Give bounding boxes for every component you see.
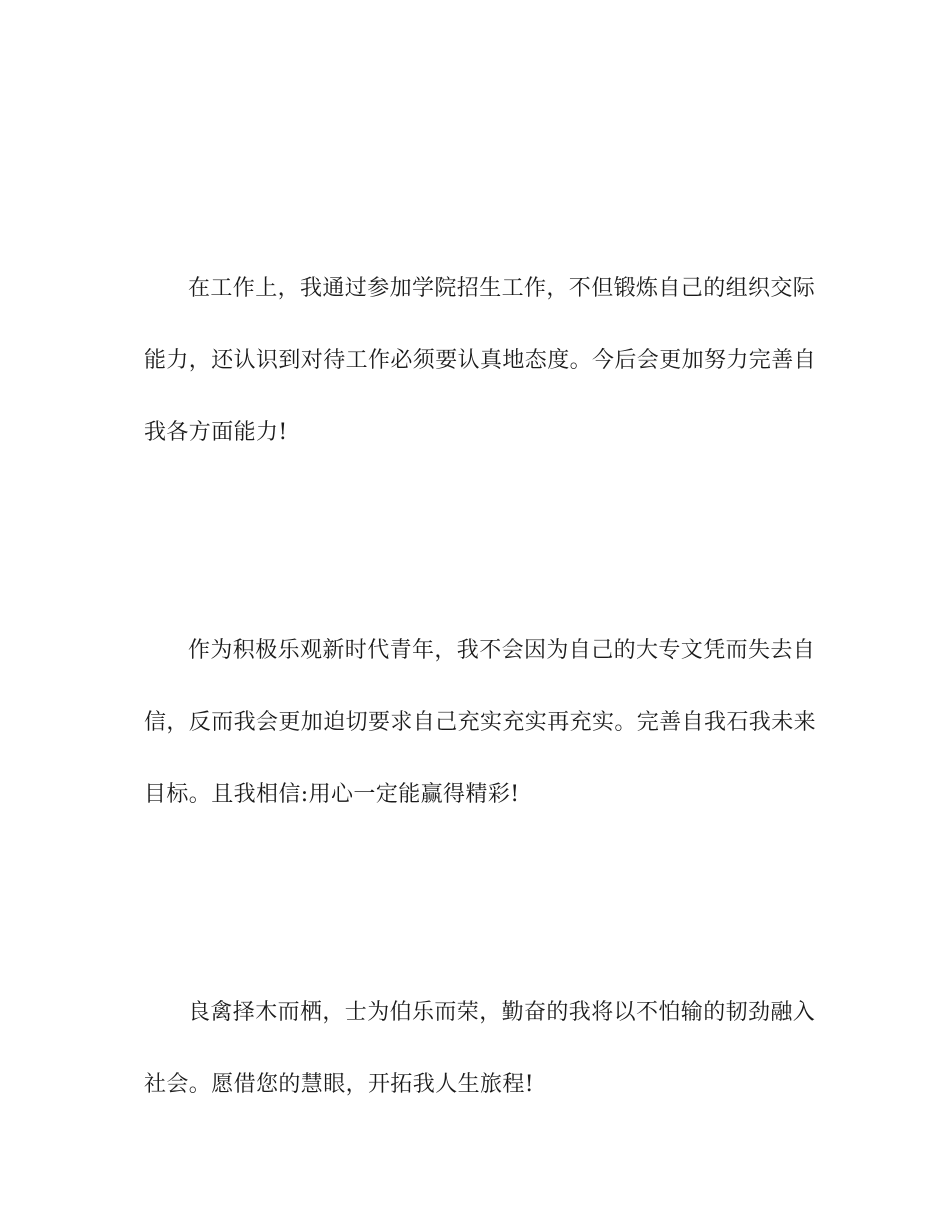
paragraph-line: 能力，还认识到对待工作必须要认真地态度。今后会更加努力完善自 — [144, 348, 817, 373]
paragraph-line: 信，反而我会更加迫切要求自己充实充实再充实。完善自我石我未来 — [144, 710, 817, 735]
paragraph-line: 我各方面能力! — [144, 420, 288, 445]
paragraph-line: 作为积极乐观新时代青年，我不会因为自己的大专文凭而失去自 — [188, 638, 816, 663]
paragraph-line: 目标。且我相信:用心一定能赢得精彩! — [144, 782, 520, 807]
paragraph-line: 良禽择木而栖，士为伯乐而荣，勤奋的我将以不怕输的韧劲融入 — [188, 1000, 816, 1025]
paragraph-line: 在工作上，我通过参加学院招生工作，不但锻炼自己的组织交际 — [188, 276, 816, 301]
paragraph-line: 社会。愿借您的慧眼，开拓我人生旅程! — [144, 1072, 535, 1097]
